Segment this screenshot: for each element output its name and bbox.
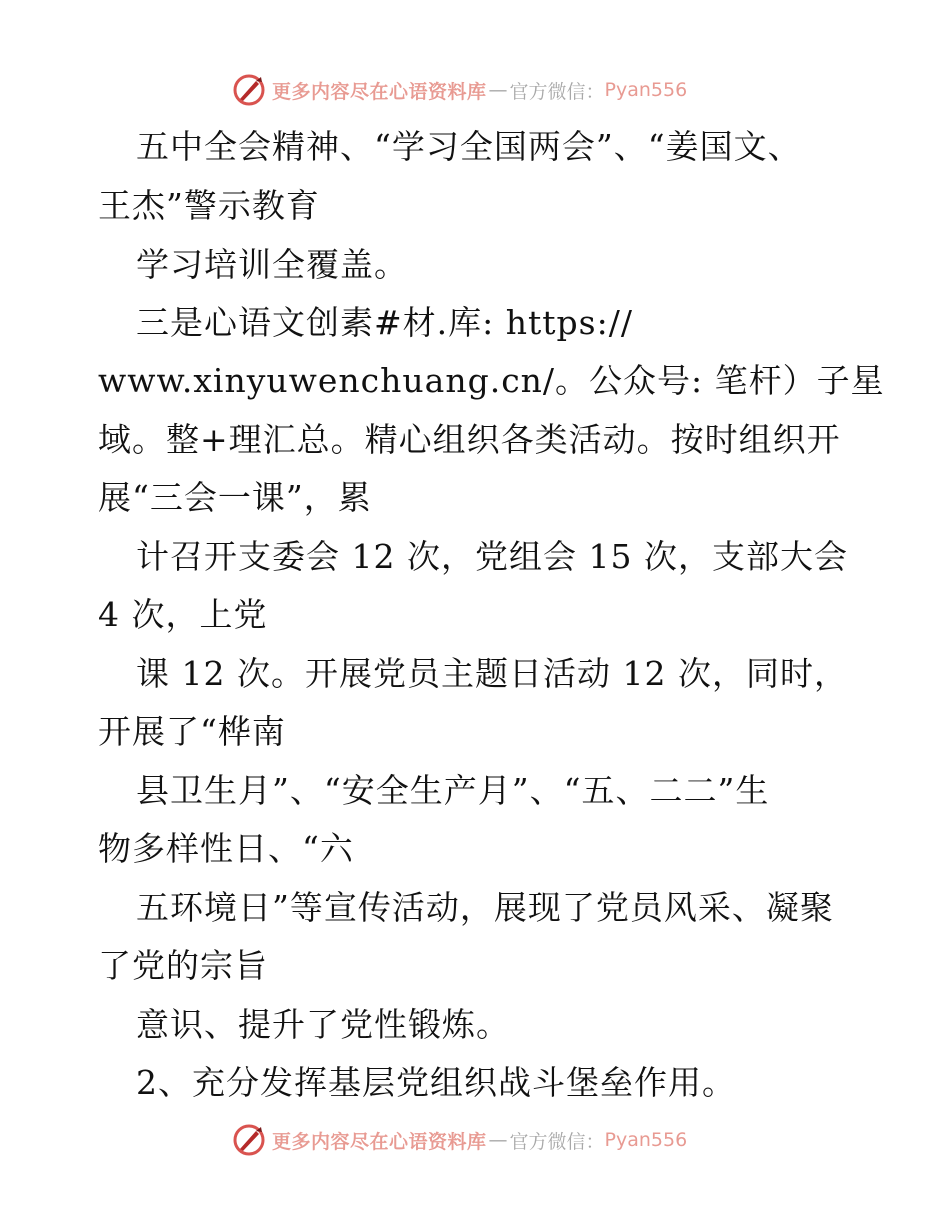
text-line: 王杰”警示教育 [98, 186, 320, 225]
text-line: 五环境日”等宣传活动，展现了党员风采、凝聚 [136, 888, 834, 927]
text-line: www.xinyuwenchuang.cn/。公众号: 笔杆）子星 [98, 361, 885, 400]
text-line: 计召开支委会 12 次，党组会 15 次，支部大会 [136, 537, 848, 576]
text-line: 学习培训全覆盖。 [136, 245, 408, 284]
watermark-wechat-label: 官方微信： [509, 80, 605, 103]
watermark-separator: — [488, 79, 508, 101]
watermark-wechat-label: 官方微信： [509, 1130, 605, 1153]
text-line: 了党的宗旨 [98, 946, 268, 985]
text-line: 县卫生月”、“安全生产月”、“五、二二”生 [136, 771, 770, 810]
watermark-separator: — [488, 1129, 508, 1151]
watermark-slogan: 更多内容尽在心语资料库 [272, 80, 487, 103]
text-line: 五中全会精神、“学习全国两会”、“姜国文、 [136, 127, 802, 166]
text-line: 意识、提升了党性锻炼。 [136, 1005, 510, 1044]
text-line: 三是心语文创素#材.库: https:// [136, 303, 633, 342]
quill-logo-icon [232, 73, 266, 107]
footer-watermark [232, 1122, 687, 1158]
watermark-wechat-id: Pyan556 [604, 1129, 688, 1151]
text-line: 2、充分发挥基层党组织战斗堡垒作用。 [136, 1063, 736, 1102]
quill-logo-icon [232, 1123, 266, 1157]
text-line: 域。整+理汇总。精心组织各类活动。按时组织开 [98, 420, 841, 459]
watermark-wechat-id: Pyan556 [604, 79, 688, 101]
header-watermark [232, 72, 687, 108]
text-line: 开展了“桦南 [98, 712, 286, 751]
text-line: 展“三会一课”，累 [98, 478, 372, 517]
text-line: 4 次，上党 [98, 595, 268, 634]
text-line: 物多样性日、“六 [98, 829, 354, 868]
watermark-slogan: 更多内容尽在心语资料库 [272, 1130, 487, 1153]
text-line: 课 12 次。开展党员主题日活动 12 次，同时， [136, 654, 848, 693]
